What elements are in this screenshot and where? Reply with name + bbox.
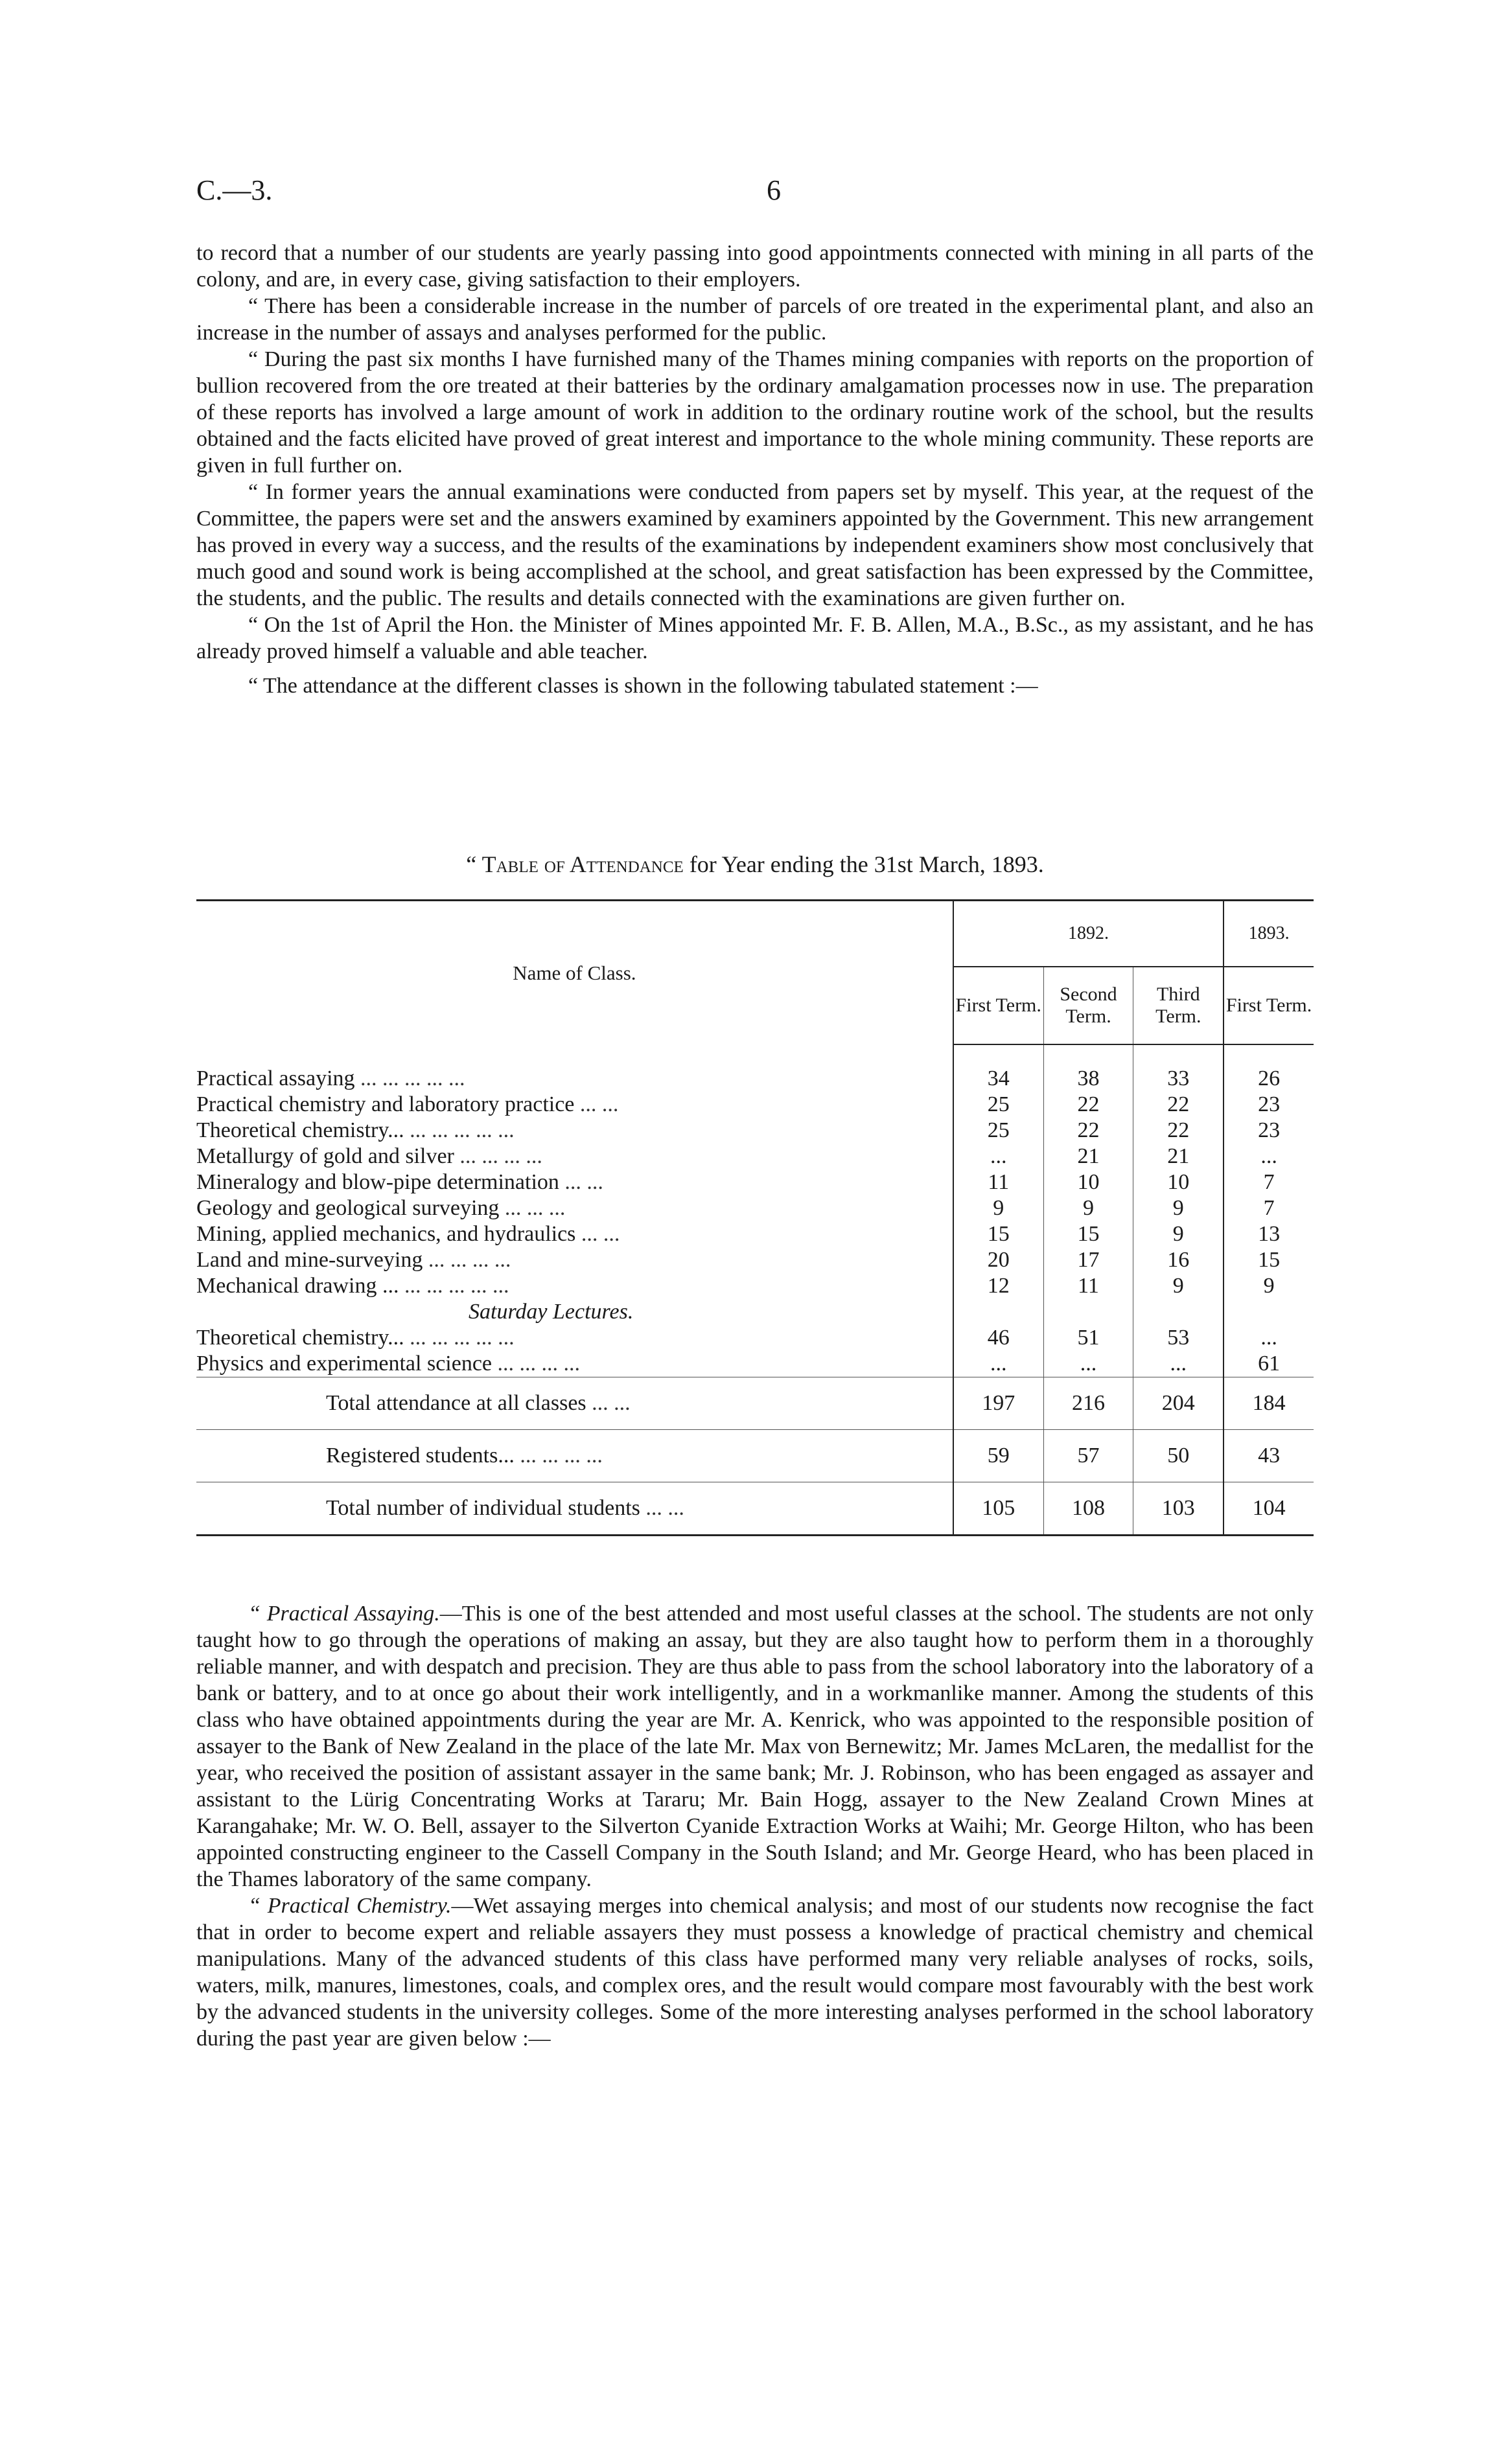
term-header: Third Term. [1133,967,1224,1044]
total-row [196,1482,1314,1536]
cell: 9 [1043,1195,1133,1221]
year-1892-header: 1892. [953,901,1224,967]
cell: 9 [1133,1221,1224,1247]
cell: ... [1133,1351,1224,1377]
table-row [196,1092,1314,1118]
cell: 23 [1224,1092,1314,1118]
cell: 204 [1133,1377,1224,1430]
cell: 15 [1043,1221,1133,1247]
page-number: 6 [767,174,781,206]
table-row [196,1351,1314,1377]
cell: 51 [1043,1325,1133,1351]
cell: ... [1224,1144,1314,1169]
class-name: Mineralogy and blow-pipe determination [196,1170,559,1194]
cell: 7 [1224,1195,1314,1221]
class-name: Physics and experimental science [196,1352,493,1376]
class-name: Land and mine-surveying [196,1248,423,1272]
cell: 104 [1224,1482,1314,1536]
year-1893-header: 1893. [1224,901,1314,967]
class-name: Theoretical chemistry... [196,1326,404,1350]
table-header-row [196,901,1314,967]
leader-dots: ... ... ... ... ... [360,1066,465,1090]
cell: 23 [1224,1118,1314,1144]
table-row [196,1118,1314,1144]
cell: 10 [1133,1169,1224,1195]
cell: ... [953,1351,1043,1377]
cell: 13 [1224,1221,1314,1247]
cell: 33 [1133,1066,1224,1092]
cell: 10 [1043,1169,1133,1195]
paragraph: “ There has been a considerable increase in the number of parcels of ore treated in the experimental plant, and also an increase in the number of assays and analyses performed for the public. [196,294,1314,345]
cell: 216 [1043,1377,1133,1430]
table-row [196,1247,1314,1273]
cell: 105 [953,1482,1043,1536]
cell: 43 [1224,1430,1314,1482]
leader-dots: ... ... ... [504,1196,566,1220]
leader-dots: ... ... [564,1170,603,1194]
total-row [196,1377,1314,1430]
cell: 15 [953,1221,1043,1247]
total-row [196,1430,1314,1482]
leader-dots: ... ... [581,1222,620,1246]
paragraph-body: —Wet assaying merges into chemical analysis; and most of our students now recognise the fact that in order to become expert and reliable assayers they must possess a knowledge of practical chemistry and chemical manipulations. Many of the advanced students of this class have performed many very reliable analyses of rocks, soils, waters, milk, manures, limestones, coals, and complex ores, and the result would compare most favourably with the best work by the advanced students in the university colleges. Some of the more interesting analyses performed in the school laboratory during the past year are given below :— [196,1894,1314,2051]
cell: 9 [1224,1273,1314,1299]
page-header [196,174,1314,213]
class-name: Metallurgy of gold and silver [196,1144,454,1168]
paragraph: “ The attendance at the different classes is shown in the following tabulated statement :— [248,674,1038,698]
attendance-table [196,899,1314,1536]
class-name: Theoretical chemistry... [196,1118,404,1142]
class-name: Mining, applied mechanics, and hydraulics [196,1222,576,1246]
paragraph: to record that a number of our students are yearly passing into good appointments connected with mining in all parts of the colony, and are, in every case, giving satisfaction to their employers. [196,241,1314,292]
table-row [196,1195,1314,1221]
cell: 184 [1224,1377,1314,1430]
total-label: Total attendance at all classes [326,1391,586,1415]
page-reference: C.—3. [196,174,273,206]
cell: 34 [953,1066,1043,1092]
paragraph: “ On the 1st of April the Hon. the Minister of Mines appointed Mr. F. B. Allen, M.A., B.Sc., as my assistant, and he has already proved himself a valuable and able teacher. [196,613,1314,663]
cell: 11 [953,1169,1043,1195]
total-label: Total number of individual students [326,1496,640,1520]
cell: 21 [1133,1144,1224,1169]
cell: 22 [1133,1118,1224,1144]
table-row [196,1273,1314,1299]
cell: 53 [1133,1325,1224,1351]
term-header: Second Term. [1043,967,1133,1044]
total-label: Registered students... [326,1444,515,1468]
leader-dots: ... ... ... ... ... [404,1274,509,1298]
paragraph: “ During the past six months I have furnished many of the Thames mining companies with reports on the proportion of bullion recovered from the ore treated at their batteries by the ordinary amalgamation processes now in use. The preparation of these reports has involved a large amount of work in addition to the ordinary routine work of the school, but the results obtained and the facts elicited have proved of great interest and importance to the whole mining community. These reports are given in full further on. [196,347,1314,478]
cell: 12 [953,1273,1043,1299]
name-of-class-header: Name of Class. [196,901,953,1045]
cell: 197 [953,1377,1043,1430]
cell: ... [1224,1325,1314,1351]
table-row [196,1325,1314,1351]
class-name: Mechanical drawing ... [196,1274,399,1298]
cell: 25 [953,1092,1043,1118]
leader-dots: ... ... ... ... [497,1352,581,1376]
term-header: First Term. [1224,967,1314,1044]
cell: 21 [1043,1144,1133,1169]
cell: ... [953,1144,1043,1169]
leader-dots: ... ... ... ... [428,1248,511,1272]
cell: 50 [1133,1430,1224,1482]
table-title-prefix: “ Table of Attendance [466,851,684,877]
cell: 57 [1043,1430,1133,1482]
cell: 11 [1043,1273,1133,1299]
leader-dots: ... ... [592,1391,631,1415]
body-text-bottom [196,1600,1314,2052]
class-name: Practical assaying [196,1066,355,1090]
cell: 22 [1043,1092,1133,1118]
class-name: Practical chemistry and laboratory practice [196,1092,575,1116]
paragraph: “ In former years the annual examinations were conducted from papers set by myself. This year, at the request of the Committee, the papers were set and the answers examined by examiners appointed by the Government. This new arrangement has proved in every way a success, and the results of the examinations by independent examiners show most conclusively that much good and sound work is being accomplished at the school, and great satisfaction has been expressed by the Committee, the students, and the public. The results and details connected with the examinations are given further on. [196,480,1314,610]
table-row [196,1221,1314,1247]
leader-dots: ... ... ... ... [520,1444,603,1468]
cell: 25 [953,1118,1043,1144]
cell: 38 [1043,1066,1133,1092]
body-text-top [196,240,1314,699]
paragraph-body: —This is one of the best attended and most useful classes at the school. The students are not only taught how to go through the operations of making an assay, but they are also taught how to perform them in a thoroughly reliable manner, and with despatch and precision. They are thus able to pass from the school laboratory into the laboratory of a bank or battery, and to at once go about their work intelligently, and in a workmanlike manner. Among the students of this class who have obtained appointments during the year are Mr. A. Kenrick, who was appointed to the responsible position of assayer to the Bank of New Zealand in the place of the late Mr. Max von Bernewitz; Mr. James McLaren, the medallist for the year, who received the position of assistant assayer in the same bank; Mr. J. Robinson, who has been engaged as assayer and assistant to the Lürig Concentrating Works at Tararu; Mr. Bain Hogg, assayer to the New Zealand Crown Mines at Karangahake; Mr. W. O. Bell, assayer to the Silverton Cyanide Extraction Works at Waihi; Mr. George Hilton, who has been appointed constructing engineer to the Cassell Company in the South Island; and Mr. George Heard, who has been placed in the Thames laboratory of the same company. [196,1602,1314,1891]
saturday-lectures-heading: Saturday Lectures. [469,1300,634,1324]
cell: 22 [1043,1118,1133,1144]
cell: 103 [1133,1482,1224,1536]
term-header: First Term. [953,967,1043,1044]
cell: 26 [1224,1066,1314,1092]
cell: 16 [1133,1247,1224,1273]
cell: 9 [1133,1273,1224,1299]
table-row [196,1169,1314,1195]
paragraph-lead: “ Practical Chemistry. [248,1894,452,1918]
paragraph-lead: “ Practical Assaying. [248,1602,440,1626]
cell: 7 [1224,1169,1314,1195]
leader-dots: ... ... ... ... [459,1144,542,1168]
cell: 9 [953,1195,1043,1221]
class-name: Geology and geological surveying [196,1196,500,1220]
cell: ... [1043,1351,1133,1377]
leader-dots: ... ... ... ... ... [410,1326,515,1350]
cell: 20 [953,1247,1043,1273]
cell: 108 [1043,1482,1133,1536]
saturday-heading-row [196,1299,1314,1325]
table-title [196,851,1314,878]
practical-chemistry-paragraph [196,1893,1314,2052]
leader-dots: ... ... ... ... ... [410,1118,515,1142]
leader-dots: ... ... [579,1092,619,1116]
practical-assaying-paragraph [196,1600,1314,1893]
cell: 22 [1133,1092,1224,1118]
cell: 59 [953,1430,1043,1482]
cell: 46 [953,1325,1043,1351]
cell: 9 [1133,1195,1224,1221]
table-row [196,1144,1314,1169]
leader-dots: ... ... [645,1496,684,1520]
table-title-suffix: for Year ending the 31st March, 1893. [683,851,1044,877]
cell: 15 [1224,1247,1314,1273]
cell: 17 [1043,1247,1133,1273]
table-row [196,1066,1314,1092]
cell: 61 [1224,1351,1314,1377]
